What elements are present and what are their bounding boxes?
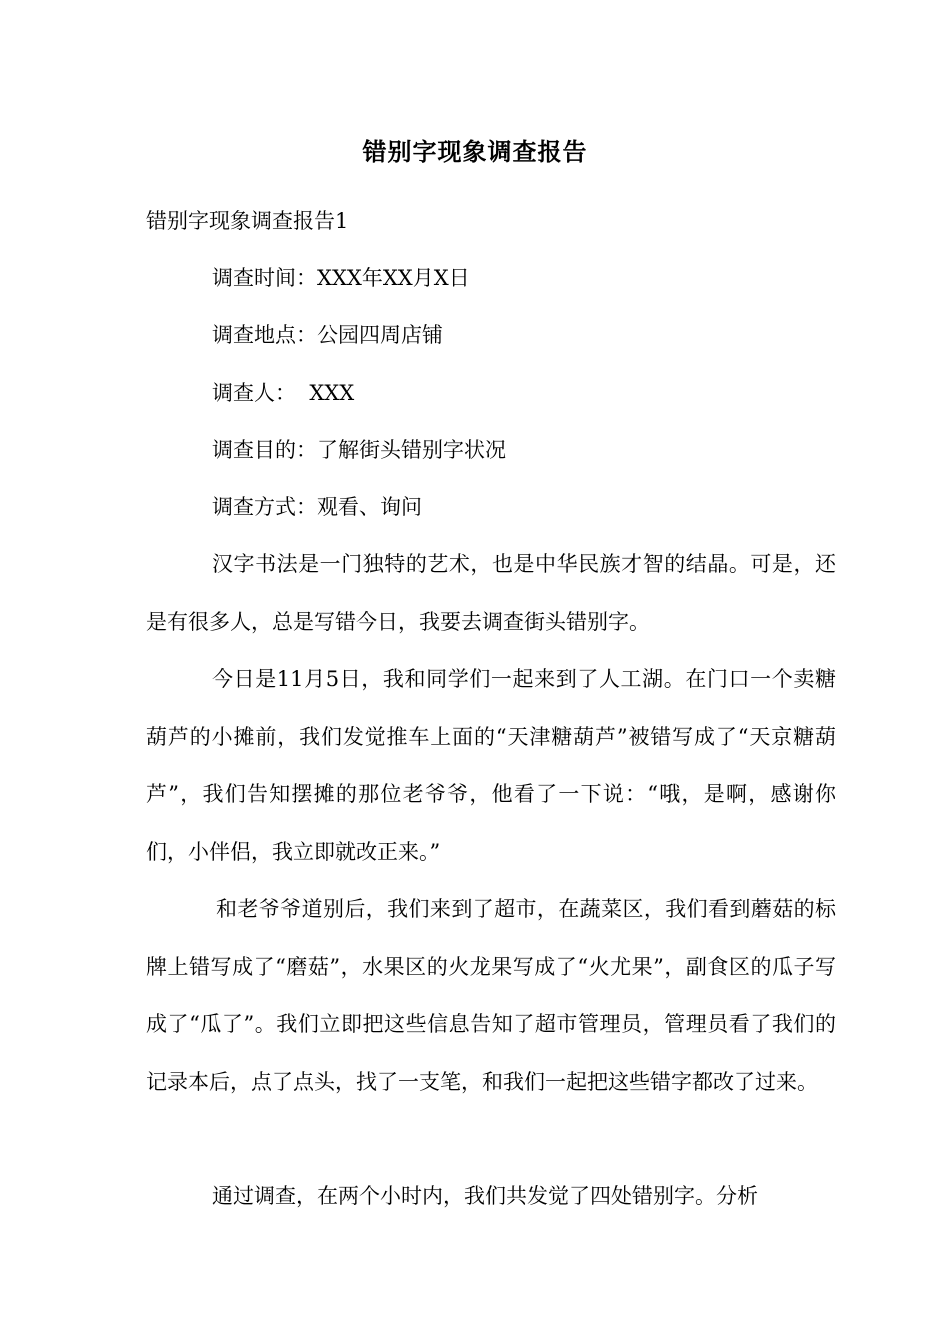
section-heading: 错别字现象调查报告1 — [146, 209, 349, 233]
document-title: 错别字现象调查报告 — [362, 137, 588, 166]
meta-survey-time: 调查时间：XXX年XX月X日 — [212, 266, 470, 290]
meta-survey-location: 调查地点：公园四周店铺 — [212, 323, 443, 347]
paragraph-intro: 汉字书法是一门独特的艺术，也是中华民族才智的结晶。可是，还是有很多人，总是写错今日，我要去调查街头错别字。 — [146, 552, 836, 634]
paragraph-supermarket: 和老爷爷道别后，我们来到了超市，在蔬菜区，我们看到蘑菇的标牌上错写成了“磨菇”，水果区的火龙果写成了“火尤果”，副食区的瓜子写成了“瓜了”。我们立即把这些信息告知了超市管理员，管理员看了我们的记录本后，点了点头，找了一支笔，和我们一起把这些错字都改了过来。 — [146, 897, 836, 1094]
paragraph-summary: 通过调查，在两个小时内，我们共发觉了四处错别字。分析 — [212, 1184, 758, 1208]
paragraph-candied-haws: 今日是11月5日，我和同学们一起来到了人工湖。在门口一个卖糖葫芦的小摊前，我们发觉推车上面的“天津糖葫芦”被错写成了“天京糖葫芦”，我们告知摆摊的那位老爷爷，他看了一下说：“哦，是啊，感谢你们，小伴侣，我立即就改正来。” — [146, 667, 836, 864]
meta-survey-purpose: 调查目的：了解街头错别字状况 — [212, 438, 506, 462]
meta-survey-method: 调查方式：观看、询问 — [212, 495, 422, 519]
meta-surveyor: 调查人： XXX — [212, 381, 355, 405]
